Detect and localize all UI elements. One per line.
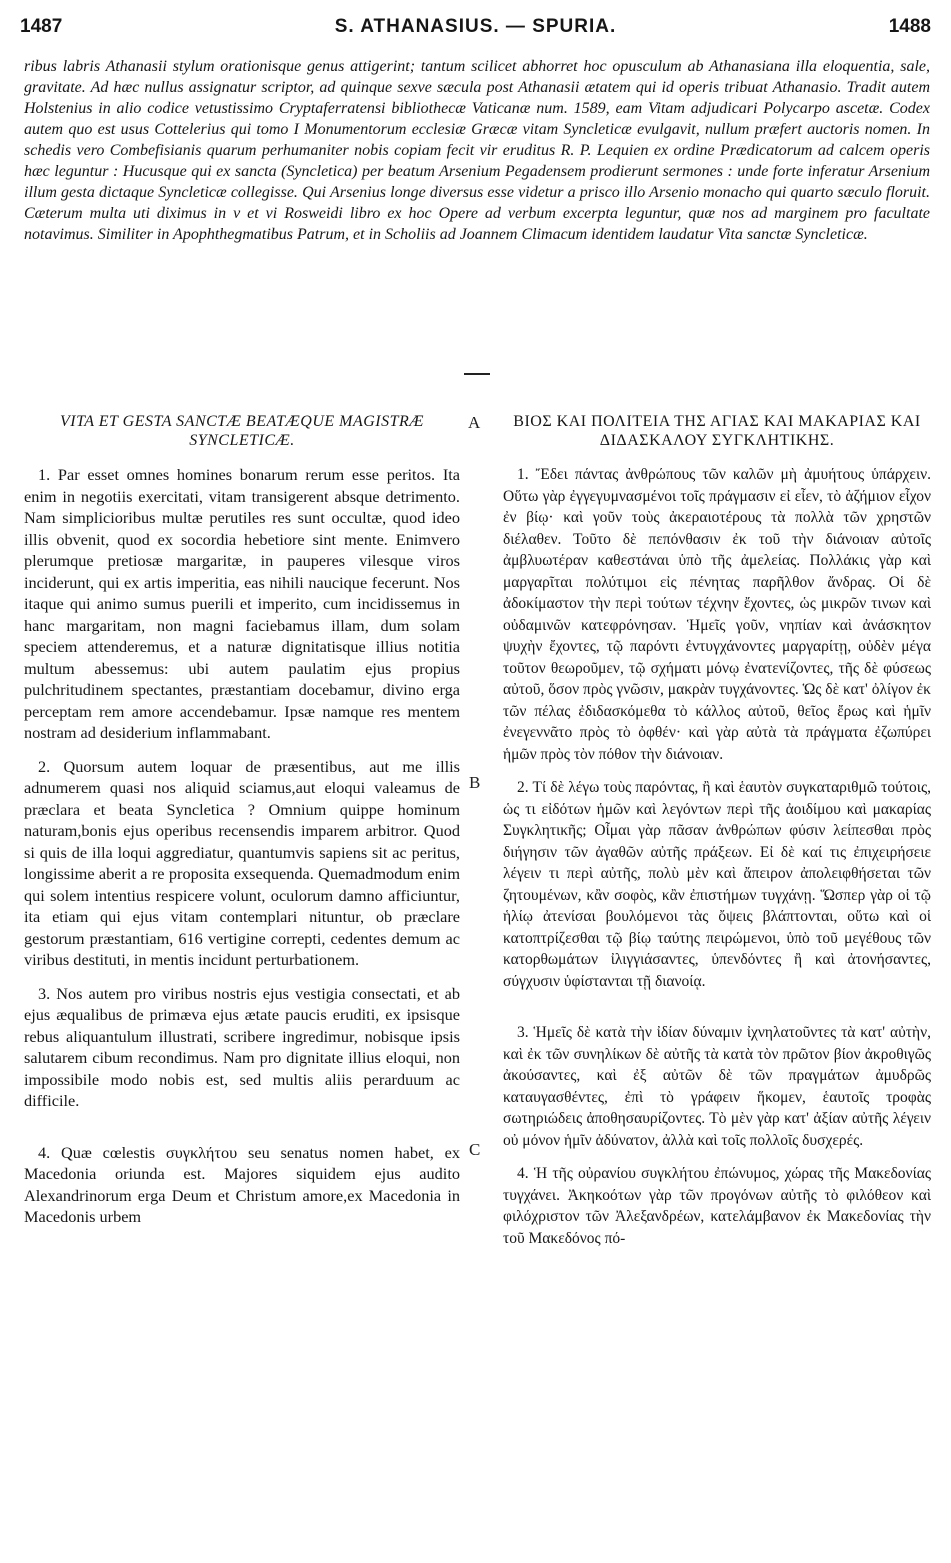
latin-column	[24, 412, 460, 1240]
latin-paragraph-2: 2. Quorsum autem loquar de præsentibus, aut me illis adnumerem quasi nos aliquid sciamus,aut eloqui valeamus de præclara et beata Syncletica ? Omnium quippe hominum naturam,bonis ejus operibus recensendis imparem arbitror. Quod si quis de illa loqui aggrediatur, quantumvis sapiens sit ac peritus, longissime aberit a re proposita exsequenda. Quemadmodum enim qui solem intentius respicere volunt, oculorum damno afficiuntur, ita etiam qui ejus vitam contemplari nituntur, ob præclare gestorum præstantiam, 616 vertigine correpti, cedentes demum ac viribus destituti, in mentis incidunt perturbationem.	[24, 756, 460, 969]
greek-paragraph-3: 3. Ἡμεῖς δὲ κατὰ τὴν ἰδίαν δύναμιν ἰχνηλατοῦντες τὰ κατ' αὐτὴν, καὶ ἐκ τῶν συνηλίκων δὲ αὐτῆς τὰ κατὰ τὸν πρῶτον βίον ἀκροθιγῶς ἀκούσαντες, καὶ ἐξ αὐτῶν δὲ τῶν πραγμάτων ἀμυδρῶς καταυγασθέντες, ἐπὶ τὸ γράφειν ἥκομεν, ἑαυτοῖς τροφὰς σωτηριώδεις ἀποθησαυρίζοντες. Τὸ μὲν γὰρ κατ' ἀξίαν αὐτῆς λέγειν οὐ μόνον ἡμῖν ἀδύνατον, ἀλλὰ καὶ τοῖς πολλοῖς δυσχερές.	[503, 1024, 931, 1149]
greek-paragraph-2: 2. Τί δὲ λέγω τοὺς παρόντας, ἢ καὶ ἑαυτὸν συγκαταριθμῶ τούτοις, ὡς τι εἰδότων ἡμῶν καὶ λεγόντων περὶ τῆς ἀοιδίμου καὶ μακαρίας Συγκλητικῆς; Οἶμαι γὰρ πᾶσαν ἀνθρώπων φύσιν λείπεσθαι πρὸς διήγησιν τῶν ἀγαθῶν αὐτῆς πράξεων. Εἰ δὲ καί τις ἐπιχειρήσειε λέγειν τι περὶ αὐτῆς, πολὺ μὲν καὶ ἄπειρον ἀπολειφθήσεται τῶν ζητουμένων, κἂν σοφὸς, κἂν ἐπιστήμων τυγχάνῃ. Ὥσπερ γὰρ οἱ τῷ ἡλίῳ ἀτενίσαι βουλόμενοι τὰς ὄψεις βλάπτονται, οὕτω καὶ οἱ κατοπτρίζεσθαι τῷ βίῳ ταύτης πειρώμενοι, ὑπὸ τοῦ μεγέθους τῶν κατορθωμάτων ἰλιγγιάσαντες, ὑπενδόντες ἢ καὶ ἀτονήσαντες, σύγχυσιν ὑφίστανται τῇ διανοίᾳ.	[503, 779, 931, 990]
page-number-left: 1487	[20, 16, 63, 37]
margin-letter-a: A	[468, 413, 481, 432]
intro-paragraph: ribus labris Athanasii stylum orationisque genus attigerint; tantum scilicet abhorret hoc opusculum ab Athanasiana illa eloquentia, sale, gravitate. Ad hæc nullus assignatur scriptor, ad quinque sexve sæcula post Athanasii ætatem qui id operis tribuat Athanasio. Tradit autem Holstenius in alio codice vetustissimo Cryptaferratensi bibliothecæ Vaticanæ num. 1589, eam Vitam adjudicari Polycarpo ascetæ. Codex autem quo est usus Cottelerius qui tomo I Monumentorum ecclesiæ Græcæ vitam Syncleticæ evulgavit, nullum præfert auctoris nomen. In schedis vero Combefisianis quarum perhumaniter nobis copiam fecit vir eruditus R. P. Lequien ex ordine Prædicatorum ad calcem operis hæc leguntur : Hucusque qui ex sancta (Syncletica) per beatum Arsenium Pegadensem prodierunt sermones : unde forte inferatur Arsenium illum gesta dictaque Syncleticæ collegisse. Qui Arsenius longe diversus esse videtur a prisco illo Arsenio monacho qui quarto sæculo floruit. Cæterum multa uti diximus in v et vi Rosweidi libro ex hoc Opere ad verbum excerpta leguntur, quæ nos ad marginem pro facultate notavimus. Similiter in Apophthegmatibus Patrum, et in Scholiis ad Joannem Climacum identidem laudatur Vita sanctæ Syncleticæ.	[24, 58, 930, 243]
latin-paragraph-3: 3. Nos autem pro viribus nostris ejus vestigia consectati, et ab ejus æqualibus de primæva ejus ætate paucis eruditi, ex ipsisque rebus aliquantulum illustrati, scribere ingredimur, nobisque ipsis salutarem cibum recondimus. Nam pro dignitate illius eloqui, non impossibile modo nobis est, sed multis aliis perarduum ac difficile.	[24, 983, 460, 1110]
section-divider	[464, 373, 490, 375]
latin-title: VITA ET GESTA SANCTÆ BEATÆQUE MAGISTRÆ SYNCLETICÆ.	[59, 413, 425, 449]
greek-title: ΒΙΟΣ ΚΑΙ ΠΟΛΙΤΕΙΑ ΤΗΣ ΑΓΙΑΣ ΚΑΙ ΜΑΚΑΡΙΑΣ ΚΑΙ ΔΙΔΑΣΚΑΛΟΥ ΣΥΓΚΛΗΤΙΚΗΣ.	[513, 413, 921, 449]
greek-paragraph-4: 4. Ἡ τῆς οὐρανίου συγκλήτου ἐπώνυμος, χώρας τῆς Μακεδονίας τυγχάνει. Ἀκηκοότων γὰρ τῶν προγόνων αὐτῆς τὸ φιλόθεον καὶ φιλόχριστον τῶν Ἀλεξανδρέων, κατελάμβανον ἐκ Μακεδονίας τὴν τοῦ Μακεδόνος πό-	[503, 1165, 931, 1247]
margin-letter-b: B	[469, 773, 481, 792]
margin-letter-c: C	[469, 1140, 481, 1159]
latin-paragraph-4: 4. Quæ cœlestis συγκλήτου seu senatus nomen habet, ex Macedonia oriunda est. Majores siquidem ejus audito Alexandrinorum erga Deum et Christum amore,ex Macedonia in Macedonis urbem	[24, 1142, 460, 1226]
page-header	[20, 16, 931, 46]
greek-paragraph-1: 1. Ἔδει πάντας ἀνθρώπους τῶν καλῶν μὴ ἀμυήτους ὑπάρχειν. Οὕτω γὰρ ἐγγεγυμνασμένοι τοῖς πράγμασιν εἰ εἶεν, τὸ ἀζήμιον εἶχον ἐν βίῳ· καὶ γοῦν τοὺς ἀκεραιοτέρους τὰ πολλὰ τῶν χρηστῶν διέλαθεν. Τοῦτο δὲ πεπόνθασιν ἐκ τοῦ τὴν διάνοιαν αὐτοῖς ἀμβλυωτέραν καθεστάναι ὑπὸ τῆς ἀμελείας. Πολλάκις γὰρ καὶ μαργαρῖται πολύτιμοι εἰς πένητας παρῆλθον ἄνδρας. Οἱ δὲ ἀδοκίμαστον τὴν περὶ τούτων τέχνην ἔχοντες, ὡς μικρῶν τινων καὶ οὐδαμινῶν κατεφρόνησαν. Ἡμεῖς γοῦν, νηπίαν καὶ ἀνάσκητον ψυχὴν ἔχοντες, τῷ παρόντι ἐντυγχάνοντες μαργαρίτῃ, οὐδὲν μέγα τοῦτον θεωροῦμεν, τῷ σχήματι μόνῳ ἐνατενίζοντες, τῆς δὲ φύσεως αὐτοῦ, ὅσον πρὸς γνῶσιν, μακρὰν τυγχάνοντες. Ὡς δὲ κατ' ὀλίγον ἐκ τῶν πέλας ἐδιδασκόμεθα τὸ κάλλος αὐτοῦ, θεῖος ἔρως καὶ ἡμῖν ἐνεγεννᾶτο πρὸς τὸ ὀφθέν· καὶ γὰρ αὐτὰ τὰ πράγματα ἐζωπύρει ἡμῶν πρὸς τὸν πόθον τὴν διάνοιαν.	[503, 466, 931, 763]
running-title: S. ATHANASIUS. — SPURIA.	[334, 16, 617, 37]
latin-paragraph-1: 1. Par esset omnes homines bonarum rerum esse peritos. Ita enim in negotiis exercitati, vitam transigerent absque detrimento. Nam simplicioribus multæ perutiles res sunt occultæ, quod ideo illis obvenit, quod ex socordia hebetiore sint mente. Enimvero plerumque pretiosæ margaritæ, in pauperes vilesque viros inciderunt, qui ex artis imperitia, eas nihili naucique fecerunt. Nos itaque qui animo sumus puerili et imperito, cum incidissemus in hanc margaritam, non magni faciebamus illam, dum solam speciem attenderemus, et a naturæ dignitatisque illius notitia multum abessemus: ubi autem paulatim ejus propius pulchritudinem spectantes, præstantiam docebamur, divino erga perceptam rem amore accendebamur. Ipsæ namque res mentem nostram ad desiderium inflammabant.	[24, 465, 460, 742]
page-number-right: 1488	[888, 16, 931, 37]
greek-column	[503, 412, 931, 1261]
